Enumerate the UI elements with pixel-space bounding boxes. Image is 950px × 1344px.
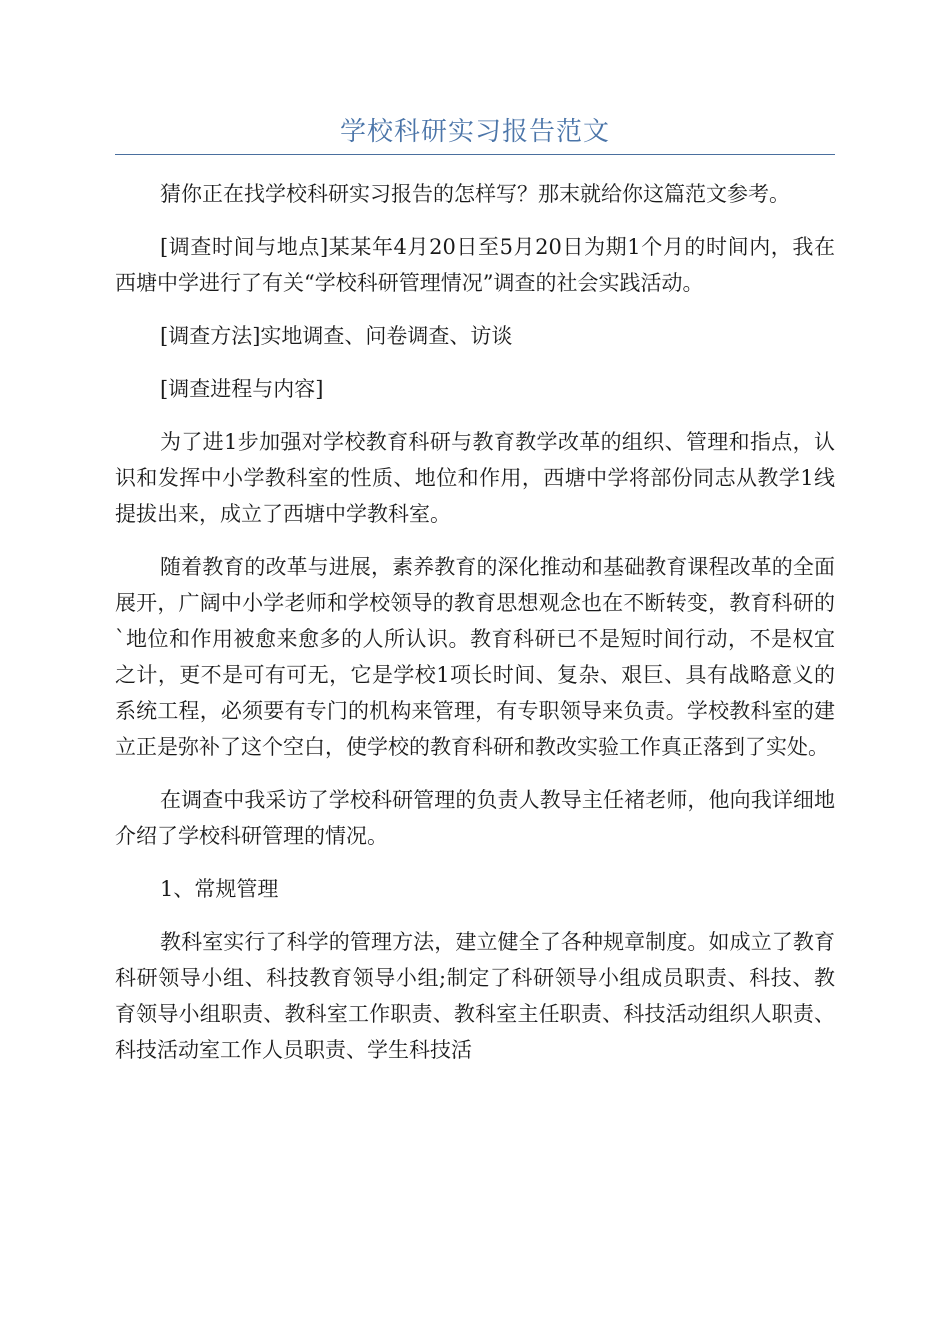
paragraph-intro: 猜你正在找学校科研实习报告的怎样写？那末就给你这篇范文参考。 — [160, 182, 790, 206]
paragraph-time-place: [调查时间与地点]某某年4月20日至5月20日为期1个月的时间内，我在西塘中学进行了有关“学校科研管理情况”调查的社会实践活动。 — [115, 235, 835, 295]
title-underline — [115, 154, 835, 155]
paragraph-process-heading: [调查进程与内容] — [160, 377, 324, 401]
paragraph-establishment: 为了进1步加强对学校教育科研与教育教学改革的组织、管理和指点，认识和发挥中小学教科室的性质、地位和作用，西塘中学将部份同志从教学1线提拔出来，成立了西塘中学教科室。 — [115, 430, 835, 526]
paragraph-routine-management: 教科室实行了科学的管理方法，建立健全了各种规章制度。如成立了教育科研领导小组、科技教育领导小组;制定了科研领导小组成员职责、科技、教育领导小组职责、教科室工作职责、教科室主任职责、科技活动组织人职责、科技活动室工作人员职责、学生科技活 — [115, 930, 835, 1062]
paragraph-interview: 在调查中我采访了学校科研管理的负责人教导主任褚老师，他向我详细地介绍了学校科研管理的情况。 — [115, 788, 835, 848]
document-body — [115, 176, 835, 1085]
document-title: 学校科研实习报告范文 — [339, 117, 610, 147]
paragraph-method: [调查方法]实地调查、问卷调查、访谈 — [160, 324, 513, 348]
section-heading-routine-management: 1、常规管理 — [160, 877, 279, 901]
paragraph-reform: 随着教育的改革与进展，素养教育的深化推动和基础教育课程改革的全面展开，广阔中小学老师和学校领导的教育思想观念也在不断转变，教育科研的`地位和作用被愈来愈多的人所认识。教育科研已不是短时间行动，不是权宜之计，更不是可有可无，它是学校1项长时间、复杂、艰巨、具有战略意义的系统工程，必须要有专门的机构来管理，有专职领导来负责。学校教科室的建立正是弥补了这个空白，使学校的教育科研和教改实验工作真正落到了实处。 — [115, 555, 835, 759]
